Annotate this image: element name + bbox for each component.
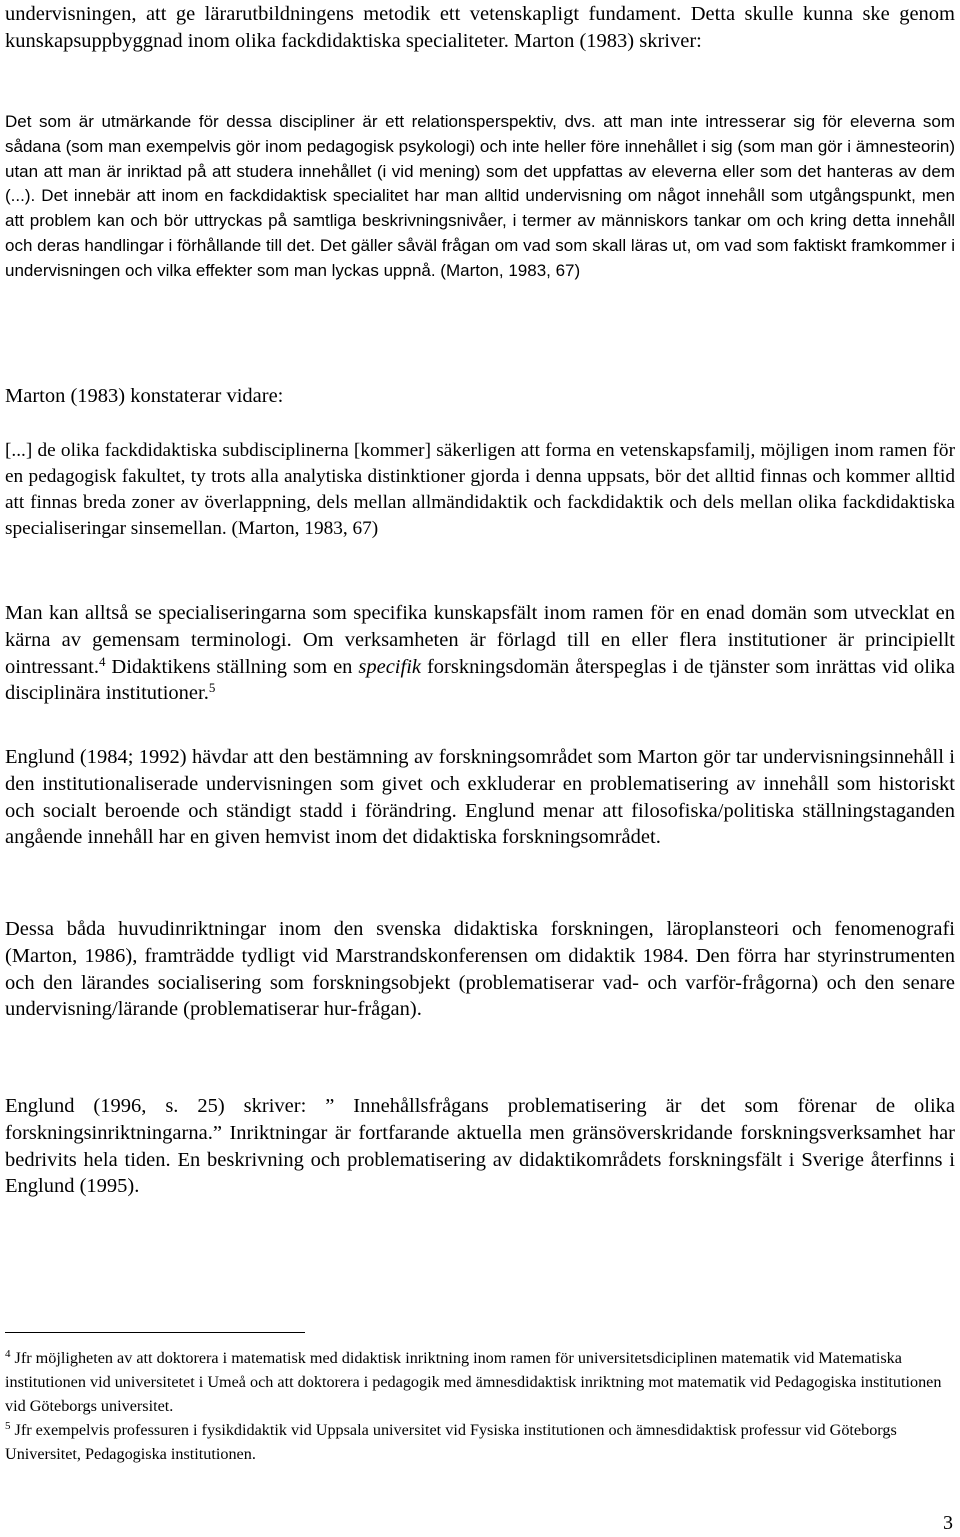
footnote-4 [5,1346,955,1418]
footnote-ref-5: 5 [208,680,216,696]
footnote-4-text: Jfr möjligheten av att doktorera i matematisk med didaktisk inriktning inom ramen för universitetsdiciplinen matematik vid Matematiska institutionen vid universitetet i Umeå och att doktorera i pedagogik med ämnesdidaktisk inriktning mot matematik vid Pedagogiska institutionen vid Göteborgs universitet. [5,1349,942,1415]
paragraph-specializations [5,600,955,707]
footnote-separator [5,1332,305,1333]
paragraph-main-directions: Dessa båda huvudinriktningar inom den svenska didaktiska forskningen, läroplansteori och fenomenografi (Marton, 1986), framträdde tydligt vid Marstrandskonferensen om didaktik 1984. Den förra har styrinstrumenten och den lärandes socialisering som forskningsobjekt (problematiserar vad- och varför-frågorna) och den senare undervisning/lärande (problematiserar hur-frågan). [5,918,955,1021]
paragraph-specializations-part-b: Didaktikens ställning som en [105,655,359,678]
footnotes [5,1346,955,1466]
footnote-5-text: Jfr exempelvis professuren i fysikdidaktik vid Uppsala universitet vid Fysiska institutionen och ämnesdidaktisk professur vid Göteborgs Universitet, Pedagogiska institutionen. [5,1421,897,1463]
block-quote-marton-2: [...] de olika fackdidaktiska subdisciplinerna [kommer] säkerligen att forma en vetenskapsfamilj, möjligen inom ramen för en pedagogisk fakultet, ty trots alla analytiska distinktioner gjorda i denna uppsats, bör det alltid finnas och kommer alltid att finnas breda zoner av överlappning, dels mellan allmändidaktik och fackdidaktik och dels mellan olika fackdidaktiska specialiseringar sinsemellan. (Marton, 1983, 67) [5,440,955,539]
block-quote-marton-1: Det som är utmärkande för dessa discipliner är ett relationsperspektiv, dvs. att man inte intresserar sig för eleverna som sådana (som man exempelvis gör inom pedagogisk psykologi) och inte heller före innehållet i sig (som man gör i ämnesteorin) utan att man är inriktad på att studera innehållet (i vid mening) som det uppfattas av eleverna eller som det hanteras av dem (...). Det innebär att inom en fackdidaktisk specialitet har man alltid undervisning om något innehåll som utgångspunkt, men att problem kan och bör uttryckas på samtliga beskrivningsnivåer, i termer av människors tankar om och kring detta innehåll och deras handlingar i förhållande till det. Det gäller såväl frågan om vad som skall läras ut, om vad som faktiskt framkommer i undervisningen och vilka effekter som man lyckas uppnå. (Marton, 1983, 67) [5,112,955,280]
footnote-5 [5,1418,955,1466]
paragraph-specializations-part-a: Man kan alltså se specialiseringarna som specifika kunskapsfält inom ramen för en enad domän som utvecklat en kärna av gemensam terminologi. Om verksamheten är förlagd till en eller flera institutioner är principiellt ointressant. [5,602,955,678]
footnote-5-number: 5 [5,1420,11,1432]
footnote-4-number: 4 [5,1348,11,1360]
paragraph-englund-1984: Englund (1984; 1992) hävdar att den bestämning av forskningsområdet som Marton gör tar undervisningsinnehåll i den institutionaliserade undervisningen som givet och exkluderar en problematisering av innehåll som historiskt och socialt beroende och ständigt stadd i förändring. Englund menar att filosofiska/politiska ställningstaganden angående innehåll har en given hemvist inom det didaktiska forskningsområdet. [5,746,955,849]
paragraph-englund-1996: Englund (1996, s. 25) skriver: ” Innehållsfrågans problematisering är det som förenar de olika forskningsinriktningarna.” Inriktningar är fortfarande aktuella men gränsöverskridande forskningsverksamhet har bedrivits hela tiden. En beskrivning och problematisering av didaktikområdets forskningsfält i Sverige återfinns i Englund (1995). [5,1095,955,1198]
paragraph-marton-continues: Marton (1983) konstaterar vidare: [5,385,284,407]
emphasis-specifik: specifik [358,655,421,678]
paragraph-intro: undervisningen, att ge lärarutbildningens metodik ett vetenskapligt fundament. Detta skulle kunna ske genom kunskapsuppbyggnad inom olika fackdidaktiska specialiteter. Marton (1983) skriver: [5,3,955,52]
footnote-ref-4: 4 [98,653,106,669]
page-number: 3 [943,1512,953,1534]
paragraph-specializations-part-c: forskningsdomän återspeglas i de tjänster som inrättas vid olika disciplinära institutioner. [5,655,955,705]
